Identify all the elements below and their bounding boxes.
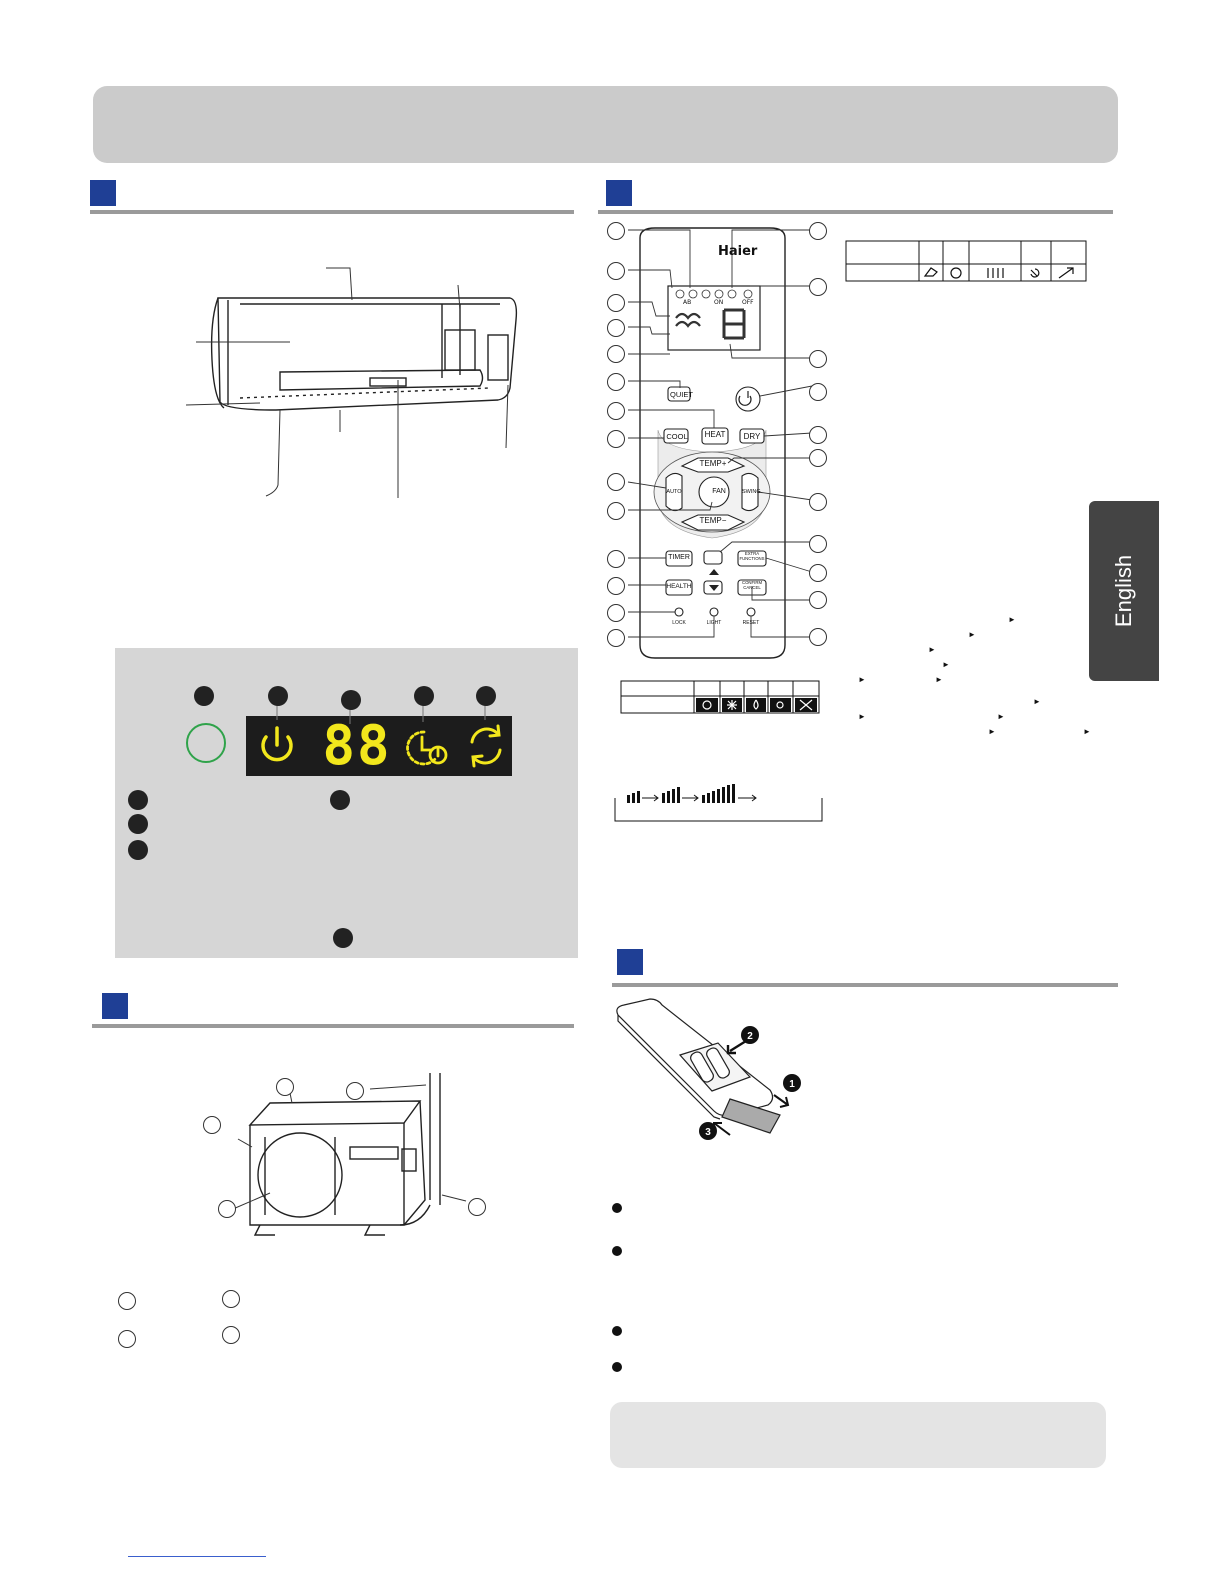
language-tab: [1089, 501, 1159, 681]
fan-speed-cycle-diagram: [612, 783, 827, 825]
lcd-off-label: OFF: [742, 299, 754, 306]
quiet-button[interactable]: QUIET: [670, 390, 693, 399]
function-icon-table: [845, 240, 1087, 284]
callout-circle: [809, 426, 827, 444]
callout-circle: [218, 1200, 236, 1218]
confirm-cancel-button[interactable]: CONFIRM CANCEL: [741, 580, 763, 590]
callout-circle: [607, 550, 625, 568]
legend-circle: [118, 1330, 136, 1348]
step-number-2: 2: [747, 1031, 753, 1042]
remote-receiver-window: [186, 723, 226, 763]
legend-dot: [128, 790, 148, 810]
lock-button[interactable]: LOCK: [672, 620, 686, 626]
legend-circle: [222, 1326, 240, 1344]
heat-button[interactable]: HEAT: [704, 430, 726, 439]
timer-button[interactable]: TIMER: [668, 554, 690, 561]
indicator-digits: 88: [322, 714, 392, 777]
callout-circle: [607, 604, 625, 622]
legend-circle: [118, 1292, 136, 1310]
lcd-ab-label: AB: [683, 299, 692, 306]
callout-circle: [607, 502, 625, 520]
callout-circle: [607, 629, 625, 647]
section-marker-remote: [606, 180, 632, 206]
outdoor-unit-illustration: [190, 1065, 500, 1245]
callout-circle: [607, 319, 625, 337]
section-rule-remote: [598, 210, 1113, 214]
arrow-glyph: ►: [942, 660, 950, 669]
legend-dot: [128, 814, 148, 834]
callout-circle: [607, 294, 625, 312]
bullet: [612, 1326, 622, 1336]
callout-circle: [809, 350, 827, 368]
legend-dot: [333, 928, 353, 948]
arrow-glyph: ►: [928, 645, 936, 654]
remote-brand-logo: Haier: [718, 244, 758, 259]
reset-button[interactable]: RESET: [742, 620, 760, 626]
auto-button[interactable]: AUTO: [666, 489, 682, 495]
callout-circle: [809, 222, 827, 240]
callout-circle: [346, 1082, 364, 1100]
callout-circle: [809, 628, 827, 646]
callout-dot: [194, 686, 214, 706]
temp-down-button[interactable]: TEMP−: [699, 516, 727, 525]
callout-circle: [809, 493, 827, 511]
step-number-1: 1: [789, 1079, 795, 1090]
callout-circle: [809, 591, 827, 609]
callout-circle: [607, 402, 625, 420]
temp-up-button[interactable]: TEMP+: [699, 459, 727, 468]
callout-circle: [607, 473, 625, 491]
section-marker-indoor-unit: [90, 180, 116, 206]
callout-circle: [809, 278, 827, 296]
callout-circle: [203, 1116, 221, 1134]
section-marker-battery: [617, 949, 643, 975]
arrow-glyph: ►: [1033, 697, 1041, 706]
callout-circle: [607, 430, 625, 448]
callout-circle: [607, 373, 625, 391]
light-button[interactable]: LIGHT: [706, 620, 722, 626]
callout-circle: [809, 564, 827, 582]
step-number-3: 3: [705, 1127, 711, 1138]
power-icon: [263, 728, 291, 760]
arrow-glyph: ►: [858, 675, 866, 684]
callout-circle: [276, 1078, 294, 1096]
arrow-glyph: ►: [968, 630, 976, 639]
note-box: [610, 1402, 1106, 1468]
arrow-glyph: ►: [1083, 727, 1091, 736]
swing-button[interactable]: SWING: [742, 489, 761, 495]
callout-circle: [468, 1198, 486, 1216]
section-rule-battery: [612, 983, 1118, 987]
arrow-glyph: ►: [1008, 615, 1016, 624]
battery-loading-illustration: [610, 995, 825, 1145]
bullet: [612, 1203, 622, 1213]
bullet: [612, 1246, 622, 1256]
arrow-glyph: ►: [997, 712, 1005, 721]
callout-circle: [607, 345, 625, 363]
callout-circle: [607, 577, 625, 595]
callout-circle: [809, 383, 827, 401]
bullet: [612, 1362, 622, 1372]
callout-circle: [607, 262, 625, 280]
legend-circle: [222, 1290, 240, 1308]
dry-button[interactable]: DRY: [743, 432, 761, 441]
section-rule-outdoor-unit: [92, 1024, 574, 1028]
mode-icon-table: [620, 680, 820, 716]
page-header-banner: [93, 86, 1118, 163]
legend-dot: [128, 840, 148, 860]
remote-illustration: [600, 220, 840, 665]
callout-circle: [809, 449, 827, 467]
legend-dot: [330, 790, 350, 810]
arrow-glyph: ►: [858, 712, 866, 721]
cool-button[interactable]: COOL: [666, 432, 688, 441]
callout-circle: [607, 222, 625, 240]
section-marker-outdoor-unit: [102, 993, 128, 1019]
section-rule-indoor-unit: [90, 210, 574, 214]
callout-circle: [809, 535, 827, 553]
arrow-glyph: ►: [935, 675, 943, 684]
health-button[interactable]: HEALTH: [666, 583, 692, 590]
timer-icon: [408, 732, 446, 764]
indoor-unit-illustration: [180, 260, 520, 510]
extra-functions-button[interactable]: EXTRA FUNCTIONS: [739, 551, 765, 561]
arrow-glyph: ►: [988, 727, 996, 736]
language-tab-label: English: [1111, 554, 1136, 628]
refresh-icon: [472, 726, 500, 766]
fan-button[interactable]: FAN: [712, 488, 726, 495]
lcd-on-label: ON: [714, 299, 724, 306]
footer-link-underline[interactable]: [128, 1556, 266, 1557]
